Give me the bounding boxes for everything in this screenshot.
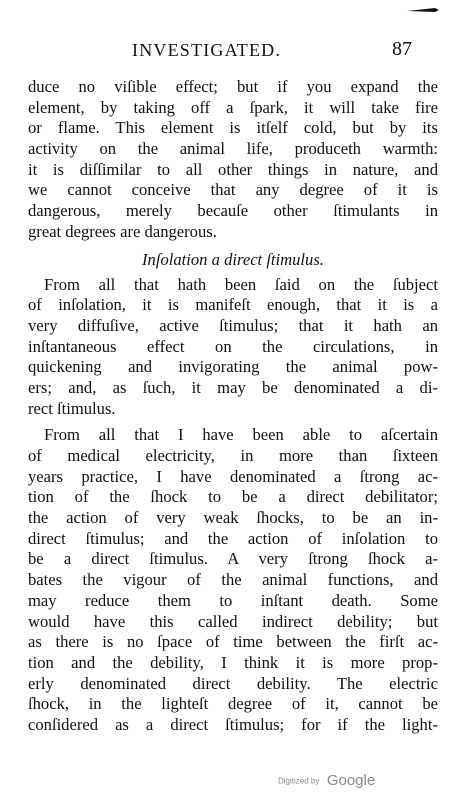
section-heading: Inſolation a direct ſtimulus. [142,249,324,269]
text-line: activity on the animal life, produceth warmth: [28,139,438,159]
text-line: conſidered as a direct ſtimulus; for if the light- [28,714,438,734]
digitized-by-watermark [278,772,375,790]
text-line: dangerous, merely becauſe other ſtimulants in [28,201,438,221]
google-logo-text: Google [326,772,376,790]
text-line: erly denominated direct debility. The electric [28,673,438,693]
text-line: be a direct ſtimulus. A very ſtrong ſhock a- [28,549,438,569]
text-line: years practice, I have denominated a ſtrong ac- [28,466,438,486]
text-line: ſhock, in the lighteſt degree of it, cannot be [28,694,438,714]
text-line: we cannot conceive that any degree of it is [28,180,438,200]
text-line: may reduce them to inſtant death. Some [28,590,438,610]
text-line: of inſolation, it is manifeſt enough, that it is a [28,295,438,315]
text-line: rect ſtimulus. [28,398,116,418]
page-corner-mark [405,6,441,16]
paragraph-electricity [28,425,438,735]
text-line: as there is no ſpace of time between the firſt ac- [28,632,438,652]
text-line: From all that hath been ſaid on the ſubject [44,274,438,294]
paragraph-insolation [28,275,438,420]
text-line: element, by taking off a ſpark, it will take fire [28,97,438,117]
running-head: INVESTIGATED. [132,40,282,60]
opening-paragraph [28,77,438,243]
text-line: From all that I have been able to aſcertain [44,425,438,445]
text-line: the action of very weak ſhocks, to be an in- [28,508,438,528]
text-line: very diffuſive, active ſtimulus; that it hath an [28,315,438,335]
text-line: quickening and invigorating the animal pow- [28,357,438,377]
text-line: great degrees are dangerous. [28,221,217,241]
text-line: it is diſſimilar to all other things in nature, and [28,159,438,179]
body-text [28,77,438,736]
text-line: inſtantaneous effect on the circulations, in [28,336,438,356]
text-line: tion and the debility, I think it is more prop- [28,652,438,672]
text-line: ers; and, as ſuch, it may be denominated a di- [28,377,438,397]
text-line: bates the vigour of the animal functions, and [28,570,438,590]
page-header [0,40,469,64]
page-number: 87 [392,38,412,60]
digitized-label: Digitized by [278,776,320,786]
text-line: direct ſtimulus; and the action of inſolation to [28,528,438,548]
text-line: would have this called indirect debility; but [28,611,438,631]
text-line: tion of the ſhock to be a direct debilitator; [28,487,438,507]
text-line: of medical electricity, in more than ſixteen [28,446,438,465]
text-line: or flame. This element is itſelf cold, but by its [28,118,438,138]
text-line: duce no viſible effect; but if you expand the [28,77,438,96]
